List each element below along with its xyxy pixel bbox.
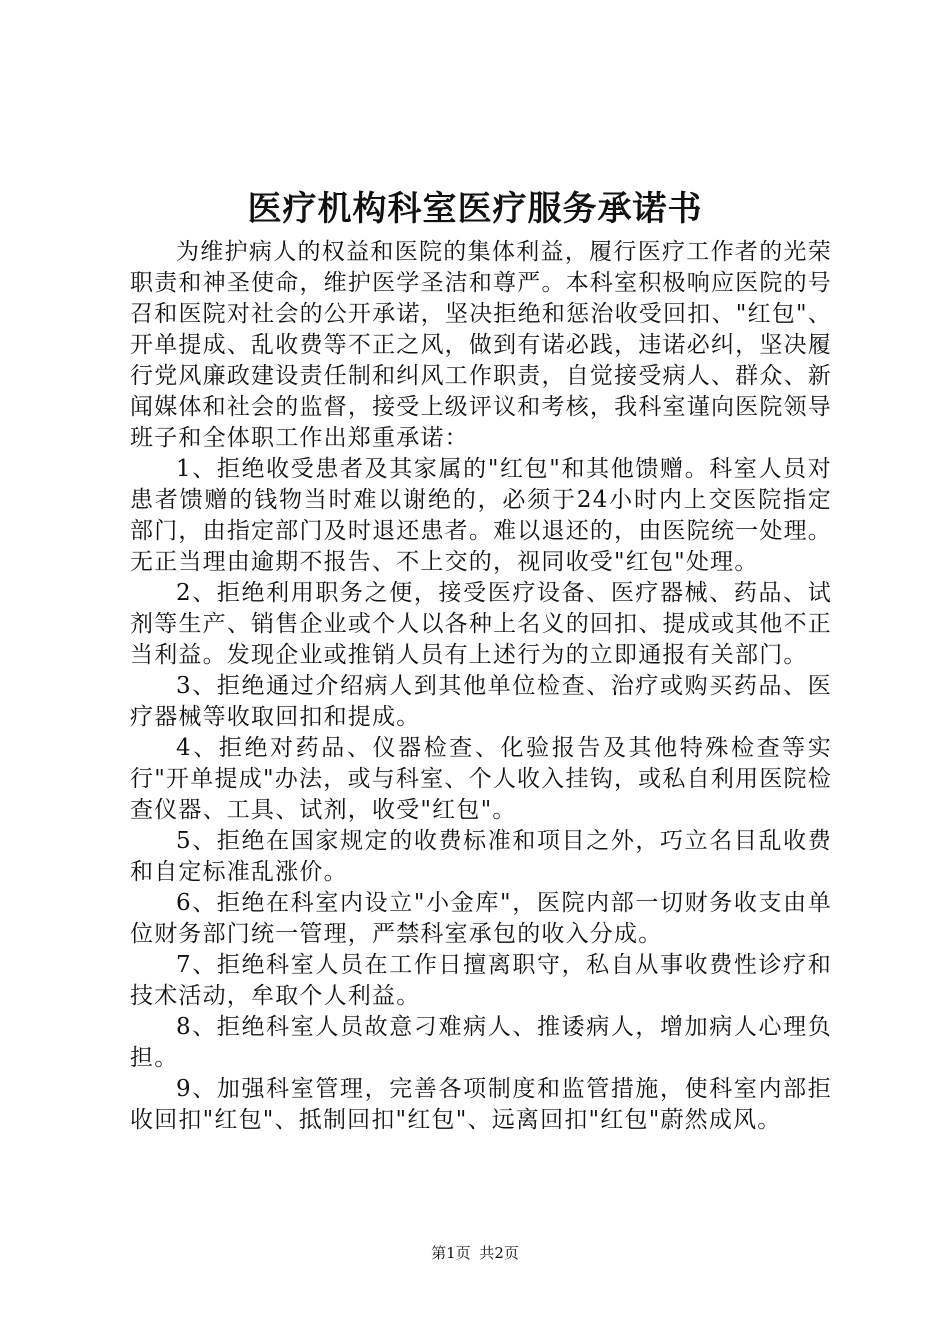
commitment-item-9: 9、加强科室管理，完善各项制度和监管措施，使科室内部拒收回扣"红包"、抵制回扣"红包"、远离回扣"红包"蔚然成风。 bbox=[130, 1076, 832, 1133]
commitment-item-7: 7、拒绝科室人员在工作日擅离职守，私自从事收费性诊疗和技术活动，牟取个人利益。 bbox=[130, 952, 832, 1009]
document-body bbox=[130, 237, 832, 1136]
intro-paragraph: 为维护病人的权益和医院的集体利益，履行医疗工作者的光荣职责和神圣使命，维护医学圣洁和尊严。本科室积极响应医院的号召和医院对社会的公开承诺，坚决拒绝和惩治收受回扣、"红包"、开单提成、乱收费等不正之风，做到有诺必践，违诺必纠，坚决履行党风廉政建设责任制和纠风工作职责，自觉接受病人、群众、新闻媒体和社会的监督，接受上级评议和考核，我科室谨向医院领导班子和全体职工作出郑重承诺： bbox=[130, 239, 832, 451]
commitment-item-4: 4、拒绝对药品、仪器检查、化验报告及其他特殊检查等实行"开单提成"办法，或与科室、个人收入挂钩，或私自利用医院检查仪器、工具、试剂，收受"红包"。 bbox=[130, 735, 832, 823]
commitment-item-2: 2、拒绝利用职务之便，接受医疗设备、医疗器械、药品、试剂等生产、销售企业或个人以各种上名义的回扣、提成或其他不正当利益。发现企业或推销人员有上述行为的立即通报有关部门。 bbox=[130, 580, 832, 668]
page-number: 第1页 bbox=[431, 1244, 471, 1262]
document-title: 医疗机构科室医疗服务承诺书 bbox=[247, 189, 703, 229]
page-total: 共2页 bbox=[479, 1244, 519, 1262]
commitment-item-3: 3、拒绝通过介绍病人到其他单位检查、治疗或购买药品、医疗器械等收取回扣和提成。 bbox=[130, 673, 832, 730]
commitment-item-5: 5、拒绝在国家规定的收费标准和项目之外，巧立名目乱收费和自定标准乱涨价。 bbox=[130, 828, 832, 885]
page-footer bbox=[0, 1242, 950, 1264]
commitment-item-6: 6、拒绝在科室内设立"小金库"，医院内部一切财务收支由单位财务部门统一管理，严禁科室承包的收入分成。 bbox=[130, 890, 832, 947]
commitment-item-8: 8、拒绝科室人员故意刁难病人、推诿病人，增加病人心理负担。 bbox=[130, 1014, 832, 1071]
commitment-item-1: 1、拒绝收受患者及其家属的"红包"和其他馈赠。科室人员对患者馈赠的钱物当时难以谢绝的，必须于24小时内上交医院指定部门，由指定部门及时退还患者。难以退还的，由医院统一处理。无正当理由逾期不报告、不上交的，视同收受"红包"处理。 bbox=[130, 456, 832, 575]
